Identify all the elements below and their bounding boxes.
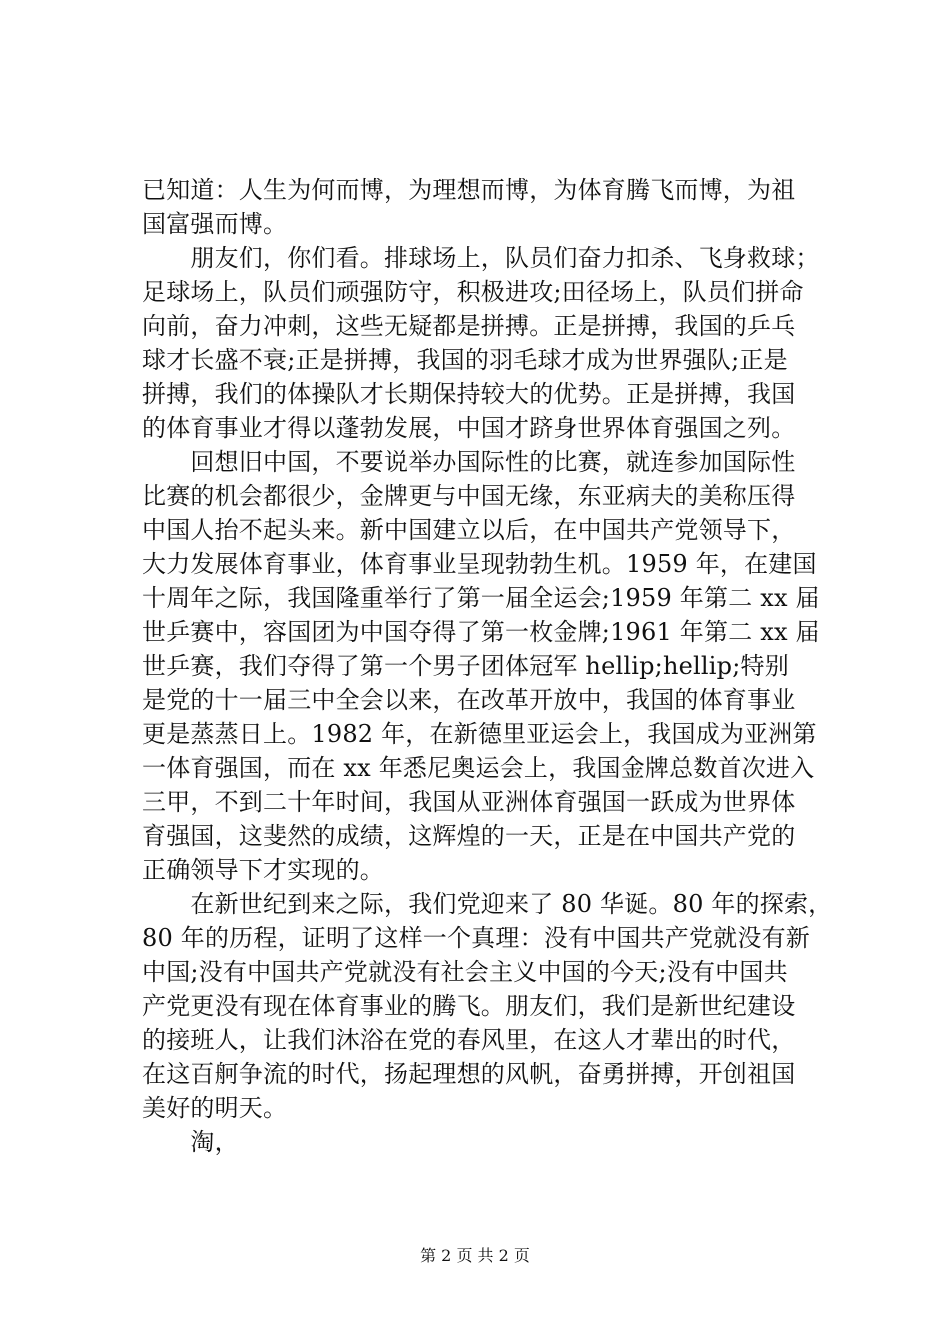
- text-line: 正确领导下才实现的。: [142, 856, 384, 884]
- text-line: 球才长盛不衰;正是拼搏，我国的羽毛球才成为世界强队;正是: [142, 346, 788, 374]
- text-line: 三甲，不到二十年时间，我国从亚洲体育强国一跃成为世界体: [142, 788, 796, 816]
- page-number-label: 第 2 页 共 2 页: [420, 1246, 530, 1265]
- text-line: 是党的十一届三中全会以来，在改革开放中，我国的体育事业: [142, 686, 796, 714]
- text-line: 回想旧中国，不要说举办国际性的比赛，就连参加国际性: [142, 448, 796, 476]
- text-line: 产党更没有现在体育事业的腾飞。朋友们，我们是新世纪建设: [142, 992, 796, 1020]
- page-footer: [0, 1243, 950, 1266]
- text-line: 国富强而博。: [142, 210, 288, 238]
- text-line: 中国;没有中国共产党就没有社会主义中国的今天;没有中国共: [142, 958, 788, 986]
- text-line: 中国人抬不起头来。新中国建立以后，在中国共产党领导下，: [142, 516, 796, 544]
- text-line: 向前，奋力冲刺，这些无疑都是拼搏。正是拼搏，我国的乒乓: [142, 312, 796, 340]
- text-line: 更是蒸蒸日上。1982 年，在新德里亚运会上，我国成为亚洲第: [142, 720, 817, 748]
- text-line: 拼搏，我们的体操队才长期保持较大的优势。正是拼搏，我国: [142, 380, 796, 408]
- text-line: 已知道：人生为何而博，为理想而博，为体育腾飞而博，为祖: [142, 176, 796, 204]
- text-line: 在这百舸争流的时代，扬起理想的风帆，奋勇拼搏，开创祖国: [142, 1060, 796, 1088]
- text-line: 80 年的历程，证明了这样一个真理：没有中国共产党就没有新: [142, 924, 810, 952]
- text-line: 在新世纪到来之际，我们党迎来了 80 华诞。80 年的探索，: [142, 890, 833, 918]
- text-line: 淘，: [142, 1128, 239, 1156]
- text-line: 的体育事业才得以蓬勃发展，中国才跻身世界体育强国之列。: [142, 414, 796, 442]
- text-line: 育强国，这斐然的成绩，这辉煌的一天，正是在中国共产党的: [142, 822, 796, 850]
- text-line: 大力发展体育事业，体育事业呈现勃勃生机。1959 年，在建国: [142, 550, 817, 578]
- text-line: 一体育强国，而在 xx 年悉尼奥运会上，我国金牌总数首次进入: [142, 754, 815, 782]
- text-line: 朋友们，你们看。排球场上，队员们奋力扣杀、飞身救球；: [142, 244, 820, 272]
- text-line: 的接班人，让我们沐浴在党的春风里，在这人才辈出的时代，: [142, 1026, 796, 1054]
- body-text: [142, 173, 832, 1159]
- text-line: 世乒赛，我们夺得了第一个男子团体冠军 hellip;hellip;特别: [142, 652, 789, 680]
- text-line: 世乒赛中，容国团为中国夺得了第一枚金牌;1961 年第二 xx 届: [142, 618, 820, 646]
- text-line: 十周年之际，我国隆重举行了第一届全运会;1959 年第二 xx 届: [142, 584, 820, 612]
- text-line: 比赛的机会都很少，金牌更与中国无缘，东亚病夫的美称压得: [142, 482, 796, 510]
- text-line: 美好的明天。: [142, 1094, 288, 1122]
- paragraph-block: [142, 173, 832, 1159]
- text-line: 足球场上，队员们顽强防守，积极进攻;田径场上，队员们拼命: [142, 278, 804, 306]
